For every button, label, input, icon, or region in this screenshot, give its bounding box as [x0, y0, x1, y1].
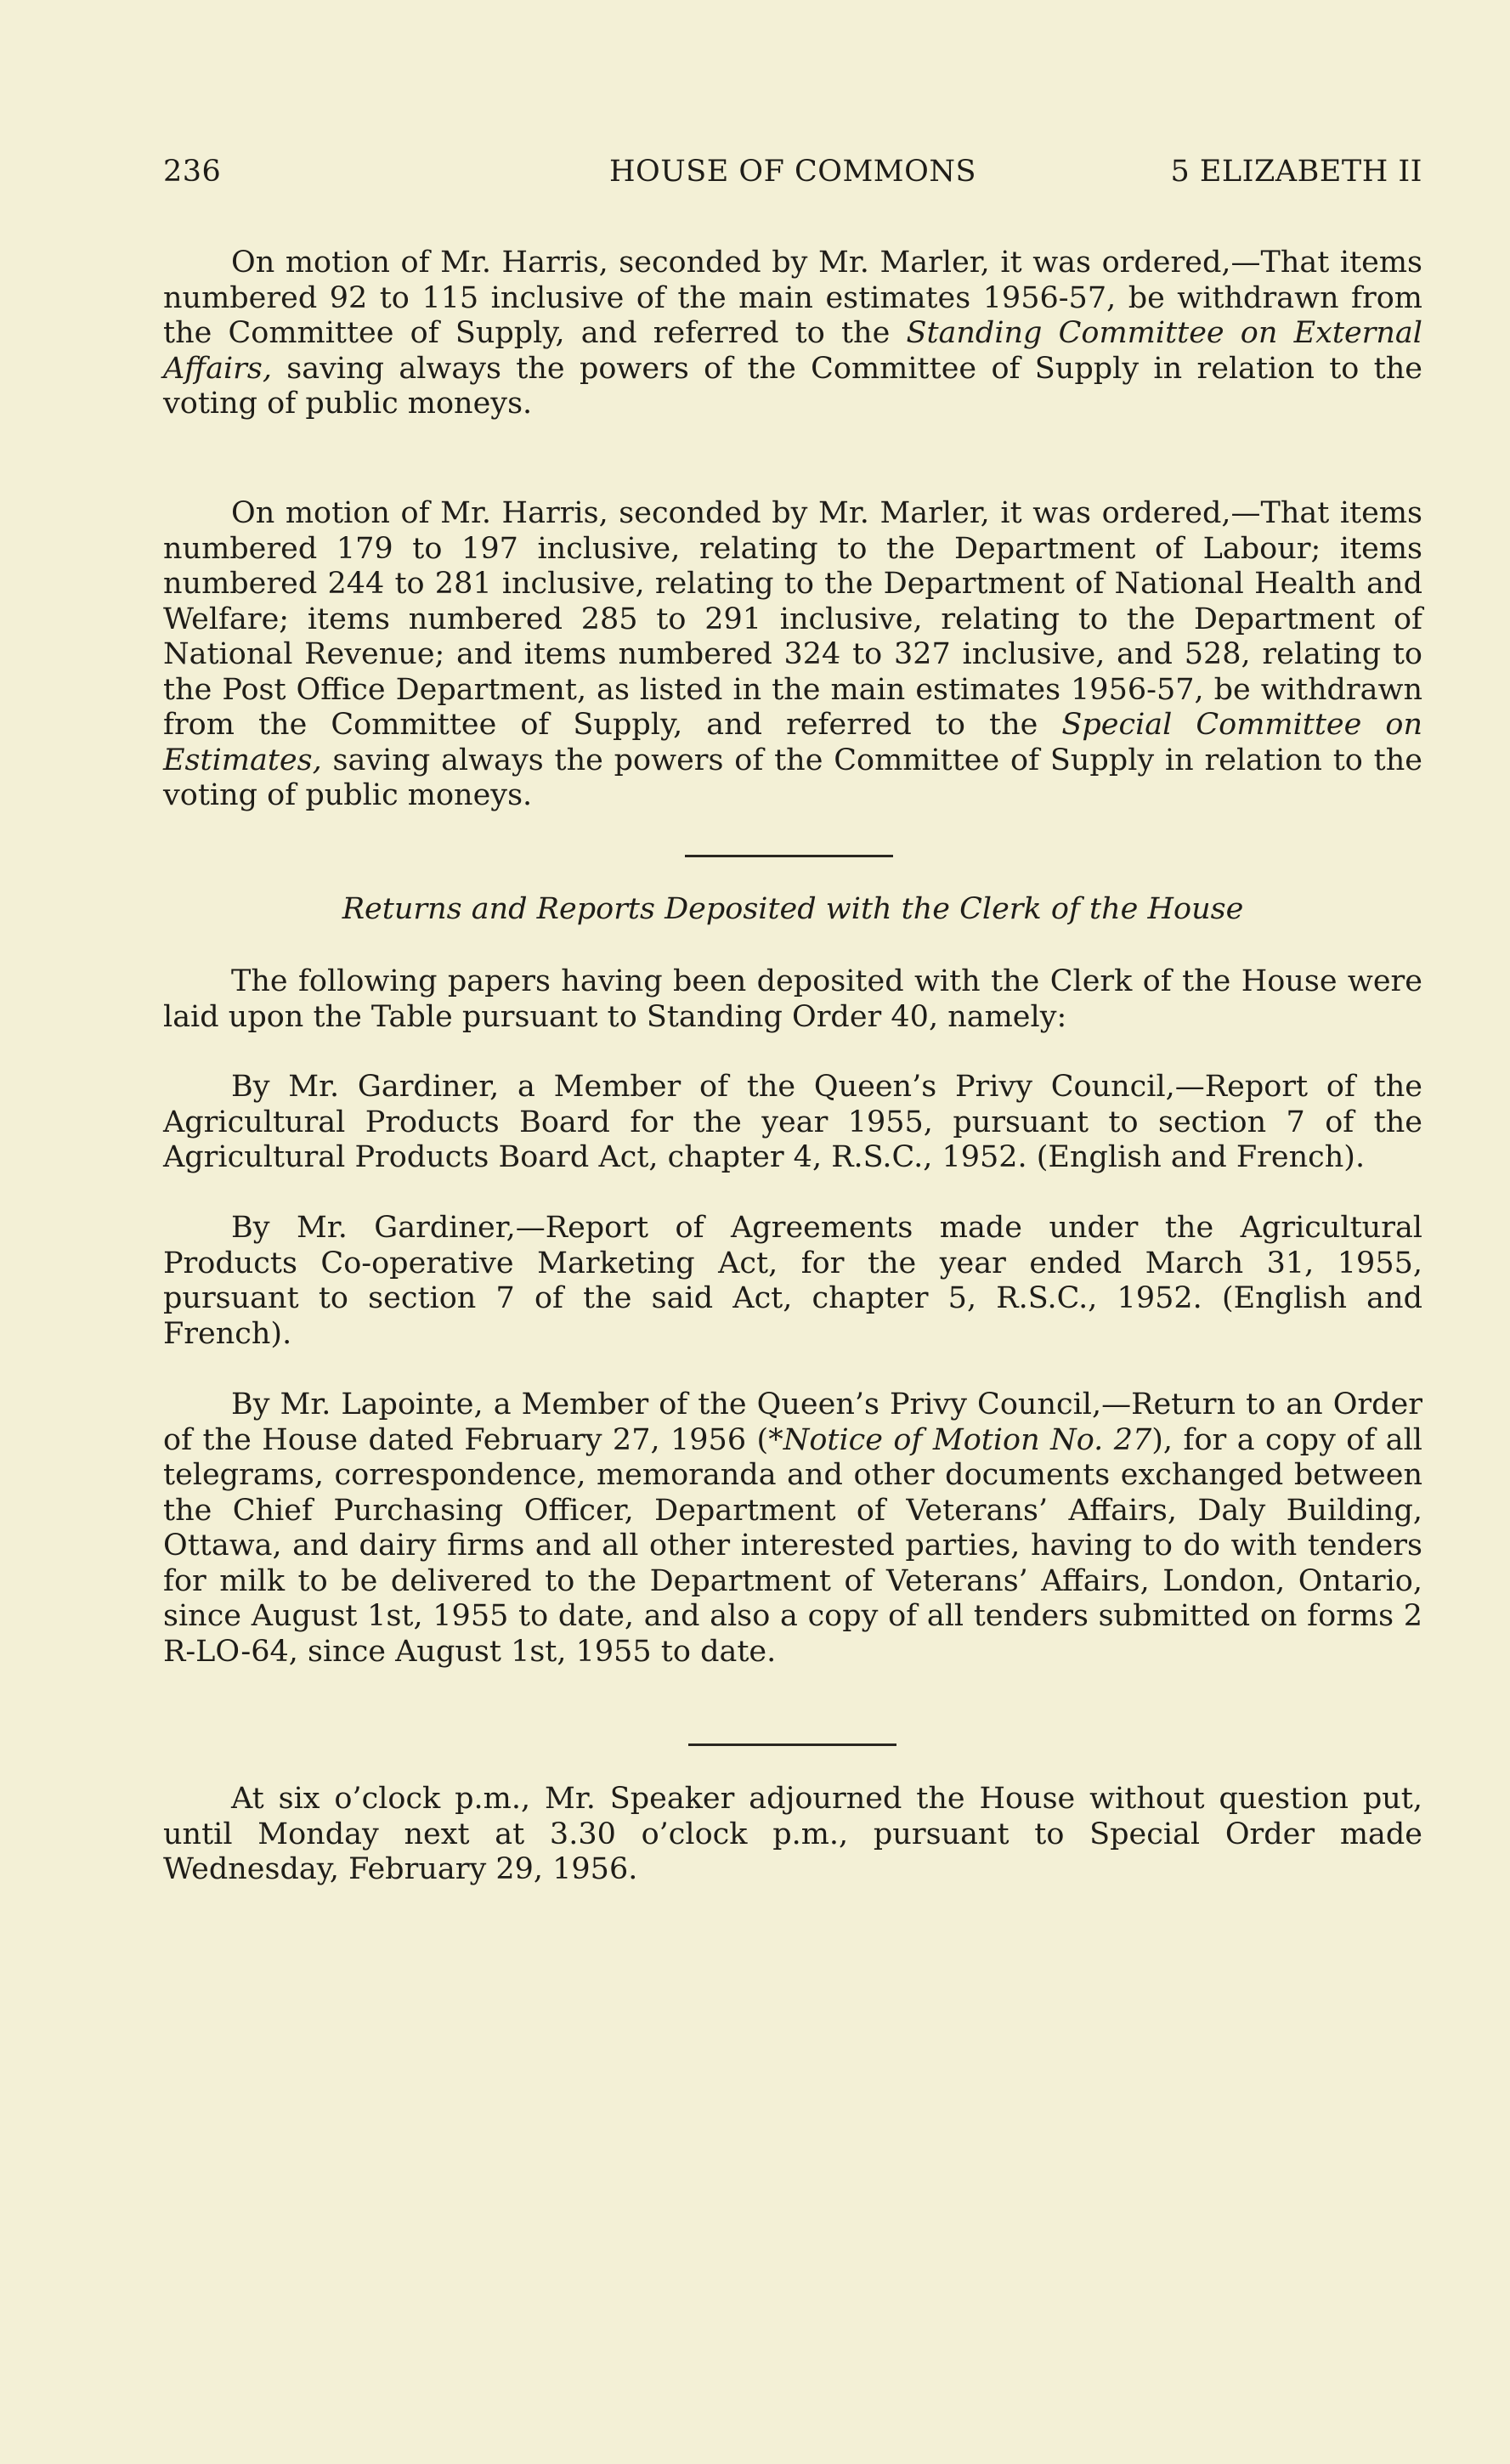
- paragraph-lapointe-return: By Mr. Lapointe, a Member of the Queen’s Privy Council,—Return to an Order of the House dated February 27, 1956 (*Notice of Motion No. 27), for a copy of all telegrams, correspondence, memoranda and other documents exchanged between the Chief Purchasing Officer, Department of Veterans’ Affairs, Daly Building, Ottawa, and dairy firms and all other interested parties, having to do with tenders for milk to be delivered to the Department of Veterans’ Affairs, London, Ontario, since August 1st, 1955 to date, and also a copy of all tenders submitted on forms 2 R-LO-64, since August 1st, 1955 to date.: [163, 1387, 1423, 1669]
- committee-name: Standing Committee on External Affairs,: [163, 316, 1422, 386]
- committee-name: Special Committee on Estimates,: [163, 708, 1422, 777]
- paragraph-gardiner-report: By Mr. Gardiner, a Member of the Queen’s Privy Council,—Report of the Agricultural Products Board for the year 1955, pursuant to section 7 of the Agricultural Products Board Act, chapter 4, R.S.C., 1952. (English and French).: [163, 1070, 1422, 1174]
- paragraph-adjournment: At six o’clock p.m., Mr. Speaker adjourned the House without question put, until Monday next at 3.30 o’clock p.m., pursuant to Special Order made Wednesday, February 29, 1956.: [163, 1782, 1422, 1886]
- section-divider: [685, 855, 893, 857]
- running-title: HOUSE OF COMMONS: [609, 155, 976, 189]
- notice-reference: *Notice of Motion No. 27: [768, 1422, 1152, 1457]
- paragraph-papers-deposited: The following papers having been deposited with the Clerk of the House were laid upon the Table pursuant to Standing Order 40, namely:: [163, 964, 1422, 1034]
- section-heading: Returns and Reports Deposited with the Clerk of the House: [342, 892, 1244, 926]
- section-divider: [688, 1743, 896, 1746]
- paragraph-estimates-motion: On motion of Mr. Harris, seconded by Mr. Marler, it was ordered,—That items numbered 179 to 197 inclusive, relating to the Department of Labour; items numbered 244 to 281 inclusive, relating to the Department of National Health and Welfare; items numbered 285 to 291 inclusive, relating to the Department of National Revenue; and items numbered 324 to 327 inclusive, and 528, relating to the Post Office Department, as listed in the main estimates 1956-57, be withdrawn from the Committee of Supply, and referred to the Special Committee on Estimates, saving always the powers of the Committee of Supply in relation to the voting of public moneys.: [163, 496, 1422, 812]
- paragraph-gardiner-agreements: By Mr. Gardiner,—Report of Agreements made under the Agricultural Products Co-operative Marketing Act, for the year ended March 31, 1955, pursuant to section 7 of the said Act, chapter 5, R.S.C., 1952. (English and French).: [163, 1211, 1422, 1351]
- page-header: [163, 155, 1422, 194]
- page-number: 236: [163, 155, 222, 189]
- document-page: [163, 0, 1422, 2464]
- paragraph-external-affairs-motion: On motion of Mr. Harris, seconded by Mr. Marler, it was ordered,—That items numbered 92 to 115 inclusive of the main estimates 1956-57, be withdrawn from the Committee of Supply, and referred to the Standing Committee on External Affairs, saving always the powers of the Committee of Supply in relation to the voting of public moneys.: [163, 246, 1422, 421]
- session-label: 5 ELIZABETH II: [1170, 155, 1422, 189]
